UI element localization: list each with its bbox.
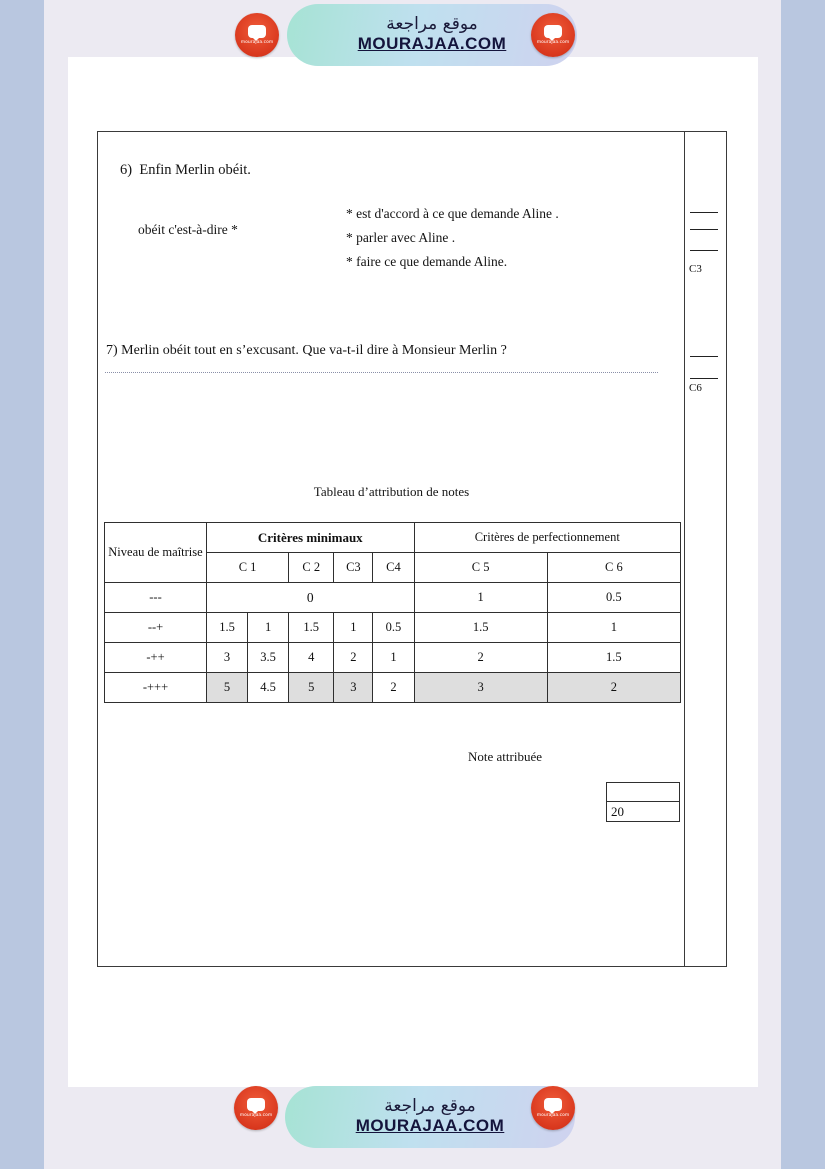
- row-c4: 2: [373, 673, 414, 703]
- margin-rule-line: [690, 250, 718, 251]
- question-6-options: [346, 202, 559, 274]
- row-level: ---: [105, 583, 207, 613]
- watermark-arabic-text: موقع مراجعة: [386, 14, 478, 35]
- table-row: [105, 643, 681, 673]
- exam-content-box: [97, 131, 727, 967]
- logo-caption: mourajaa.com: [240, 39, 274, 45]
- column-c1: C 1: [207, 553, 289, 583]
- note-attributed-label: Note attribuée: [468, 749, 542, 764]
- question-7-text: 7) Merlin obéit tout en s’excusant. Que va-t-il dire à Monsieur Merlin ?: [106, 343, 507, 358]
- row-c1a: 3: [207, 643, 248, 673]
- note-empty-box[interactable]: [606, 782, 680, 802]
- site-logo-icon: [531, 13, 575, 57]
- watermark-url-text: MOURAJAA.COM: [355, 1116, 505, 1136]
- row-c3: 2: [334, 643, 373, 673]
- table-caption: Tableau d’attribution de notes: [313, 484, 470, 499]
- question-6-prompt: obéit c'est-à-dire *: [138, 222, 238, 237]
- answer-dotted-line: [105, 372, 658, 373]
- chat-bubble-icon: [544, 25, 562, 38]
- grading-table: [104, 522, 681, 703]
- site-logo-icon: [531, 1086, 575, 1130]
- watermark-url-text: MOURAJAA.COM: [357, 34, 507, 54]
- row-level: --+: [105, 613, 207, 643]
- column-c3: C3: [334, 553, 373, 583]
- column-c4: C4: [373, 553, 414, 583]
- column-c6: C 6: [547, 553, 680, 583]
- table-row: [105, 613, 681, 643]
- question-6-heading: [120, 162, 251, 179]
- row-c5: 2: [414, 643, 547, 673]
- question-6-text: Enfin Merlin obéit.: [139, 162, 251, 178]
- row-c1b: 4.5: [248, 673, 289, 703]
- margin-rule-line: [690, 356, 718, 357]
- header-level: Niveau de maîtrise: [105, 523, 207, 583]
- row-c6: 1: [547, 613, 680, 643]
- header-minimal-criteria: Critères minimaux: [207, 523, 415, 553]
- row-c6: 2: [547, 673, 680, 703]
- option-item: * parler avec Aline .: [346, 230, 456, 245]
- row-c1b: 1: [248, 613, 289, 643]
- margin-rule-line: [690, 212, 718, 213]
- note-score-boxes: [606, 782, 680, 822]
- option-item: * faire ce que demande Aline.: [346, 254, 508, 269]
- row-c6: 1.5: [547, 643, 680, 673]
- margin-label-c3: C3: [689, 263, 702, 275]
- watermark-banner-bottom: [285, 1086, 575, 1148]
- row-c4: 0.5: [373, 613, 414, 643]
- chat-bubble-icon: [247, 1098, 265, 1111]
- row-c1b: 3.5: [248, 643, 289, 673]
- margin-rule-line: [690, 229, 718, 230]
- column-c5: C 5: [414, 553, 547, 583]
- row-c5: 1.5: [414, 613, 547, 643]
- margin-label-c6: C6: [689, 382, 702, 394]
- row-level: -+++: [105, 673, 207, 703]
- table-row: [105, 673, 681, 703]
- margin-rule-line: [690, 378, 718, 379]
- site-logo-icon: [235, 13, 279, 57]
- row-c5: 1: [414, 583, 547, 613]
- row-c3: 1: [334, 613, 373, 643]
- logo-caption: mourajaa.com: [536, 39, 570, 45]
- row-c5: 3: [414, 673, 547, 703]
- row-c3: 3: [334, 673, 373, 703]
- row-c2: 1.5: [289, 613, 334, 643]
- row-c2: 5: [289, 673, 334, 703]
- row-c2: 4: [289, 643, 334, 673]
- chat-bubble-icon: [544, 1098, 562, 1111]
- row-c6: 0.5: [547, 583, 680, 613]
- row-c1a: 1.5: [207, 613, 248, 643]
- grading-margin-column: [684, 132, 726, 966]
- site-logo-icon: [234, 1086, 278, 1130]
- column-c2: C 2: [289, 553, 334, 583]
- header-perfection-criteria: Critères de perfectionnement: [414, 523, 680, 553]
- row-merged-zero: 0: [207, 583, 415, 613]
- chat-bubble-icon: [248, 25, 266, 38]
- table-header-row: [105, 523, 681, 553]
- exam-main-column: [98, 132, 685, 966]
- row-c4: 1: [373, 643, 414, 673]
- logo-caption: mourajaa.com: [536, 1112, 570, 1118]
- note-total-box[interactable]: 20: [606, 802, 680, 822]
- logo-caption: mourajaa.com: [239, 1112, 273, 1118]
- question-6-number: 6): [120, 162, 133, 178]
- watermark-arabic-text: موقع مراجعة: [384, 1096, 476, 1117]
- row-c1a: 5: [207, 673, 248, 703]
- option-item: * est d'accord à ce que demande Aline .: [346, 206, 559, 221]
- row-level: -++: [105, 643, 207, 673]
- table-row: [105, 583, 681, 613]
